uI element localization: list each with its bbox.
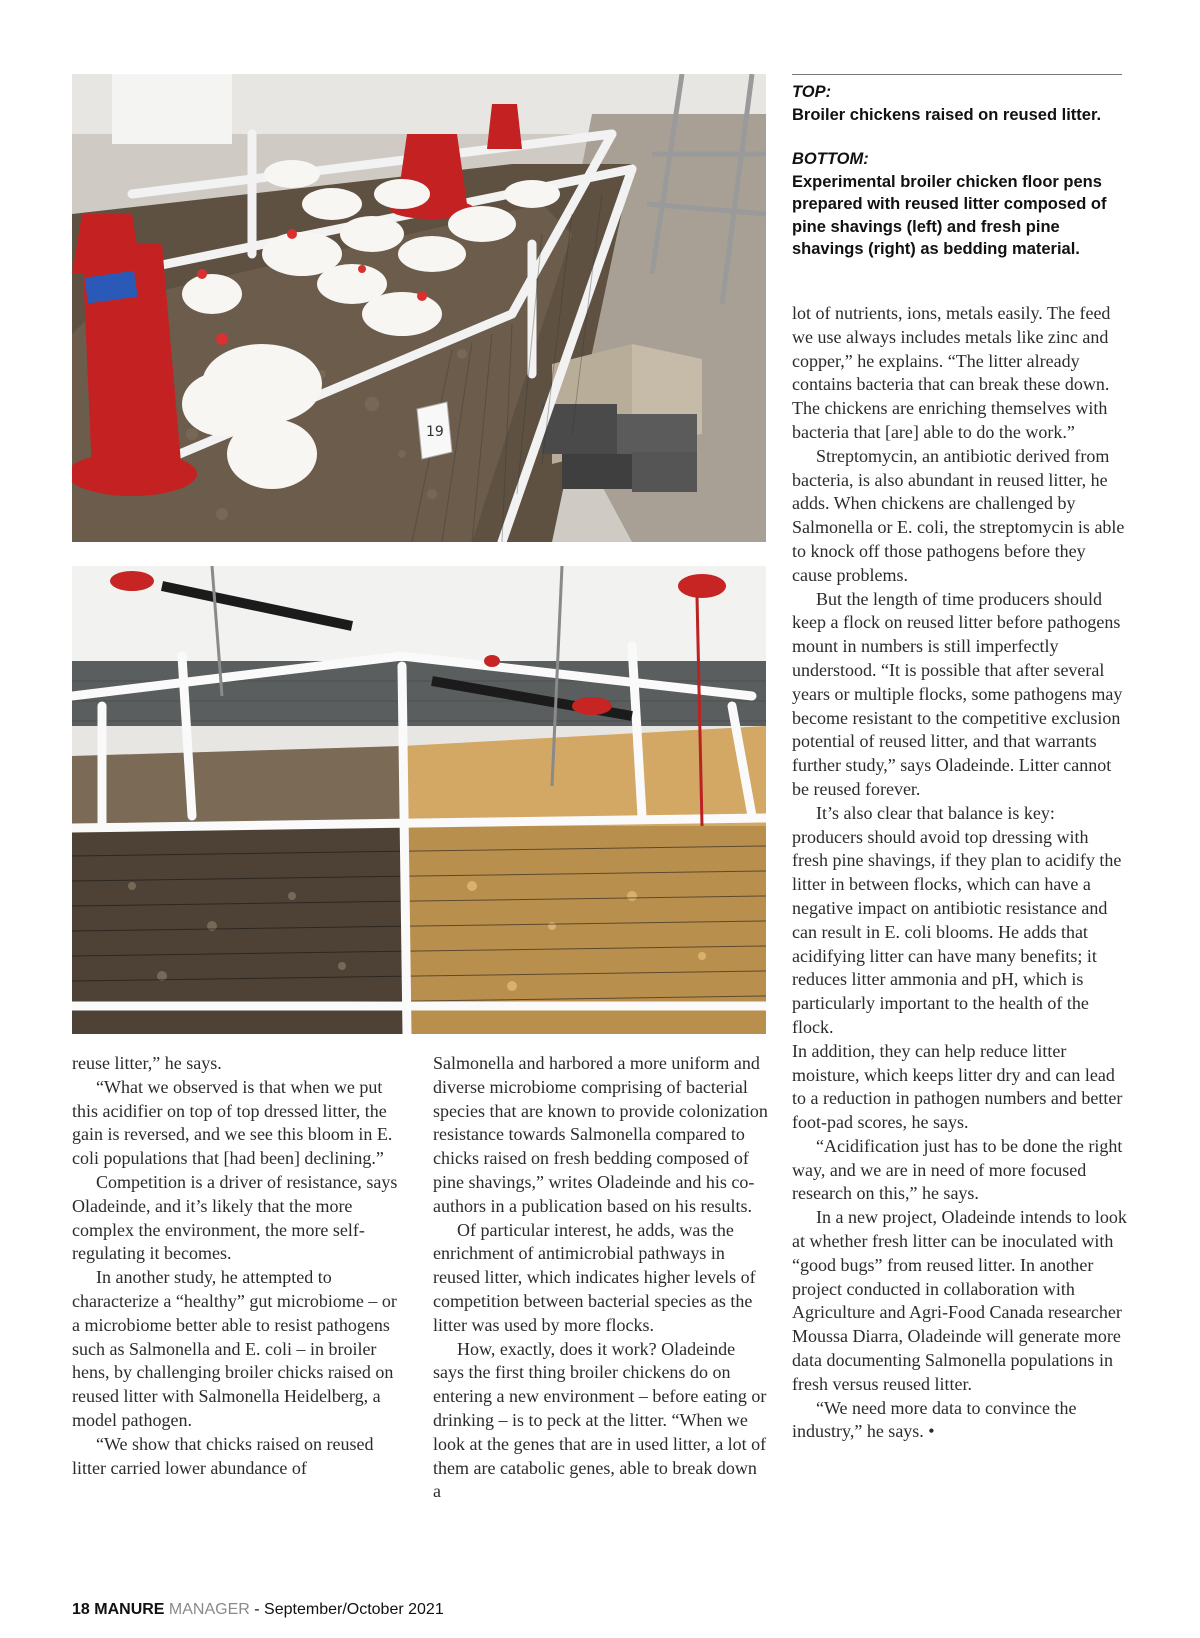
paragraph: lot of nutrients, ions, metals easily. The feed we use always includes metals like zinc and copper,” he explains. “The litter already contains bacteria that can break these down. The chickens are enriching themselves with bacteria that [are] able to do the work.” [792, 303, 1111, 442]
paragraph: In addition, they can help reduce litter moisture, which keeps litter dry and can lead to a reduction in pathogen numbers and better foot-pad scores, he says. [792, 1040, 1123, 1133]
paragraph: “We need more data to convince the industry,” he says. • [792, 1397, 1077, 1442]
paragraph: “Acidification just has to be done the right way, and we are in need of more focused research on this,” he says. [792, 1135, 1123, 1204]
page-number: 18 [72, 1601, 90, 1618]
page-footer [72, 1601, 444, 1619]
article-column-3 [792, 302, 1127, 1444]
bottom-photo-floor-pens [72, 566, 766, 1034]
issue-date: - September/October 2021 [254, 1601, 444, 1618]
paragraph: Streptomycin, an antibiotic derived from bacteria, is also abundant in reused litter, he adds. When chickens are challenged by Salmonella or E. coli, the streptomycin is able to knock off those pathogens before they cause problems. [792, 445, 1125, 585]
caption-top-label: TOP: [792, 83, 832, 101]
paragraph: Salmonella and harbored a more uniform and diverse microbiome comprising of bacterial species that are known to provide colonization resistance towards Salmonella compared to chicks raised on fresh bedding composed of pine shavings,” writes Oladeinde and his co-authors in a publication based on his results. [433, 1053, 768, 1216]
paragraph: reuse litter,” he says. [72, 1053, 222, 1073]
paragraph: “We show that chicks raised on reused litter carried lower abundance of [72, 1433, 374, 1478]
paragraph: In another study, he attempted to characterize a “healthy” gut microbiome – or a microbiome better able to resist pathogens such as Salmonella and E. coli – in broiler hens, by challenging broiler chicks raised on reused litter with Salmonella Heidelberg, a model pathogen. [72, 1267, 397, 1430]
caption-top-text: Broiler chickens raised on reused litter. [792, 105, 1102, 124]
top-photo-chickens-reused-litter [72, 74, 766, 542]
paragraph: Of particular interest, he adds, was the enrichment of antimicrobial pathways in reused litter, which indicates higher levels of competition between bacterial species as the litter was used by more flocks. [433, 1219, 756, 1335]
paragraph: “What we observed is that when we put this acidifier on top of top dressed litter, the gain is reversed, and we see this bloom in E. coli populations that [had been] declining.” [72, 1076, 393, 1169]
caption-bottom-label: BOTTOM: [792, 150, 869, 168]
pen-tag-number: 19 [426, 424, 444, 440]
caption-bottom-text: Experimental broiler chicken floor pens prepared with reused litter composed of pine shavings (left) and fresh pine shavings (right) as bedding material. [792, 172, 1107, 258]
photo-caption [792, 74, 1122, 261]
magazine-name-part1: MANURE [94, 1601, 165, 1618]
article-column-1 [72, 1052, 402, 1480]
magazine-name-part2: MANAGER [168, 1601, 250, 1618]
paragraph: But the length of time producers should keep a flock on reused litter before pathogens mount in numbers is still imperfectly understood. “It is possible that after several years or multiple flocks, some pathogens may become resistant to the competitive exclusion potential of reused litter, and that warrants further study,” says Oladeinde. Litter cannot be reused forever. [792, 588, 1123, 799]
article-column-2 [433, 1052, 768, 1504]
paragraph: In a new project, Oladeinde intends to look at whether fresh litter can be inoculated with “good bugs” from reused litter. In another project conducted in collaboration with Agriculture and Agri-Food Canada researcher Moussa Diarra, Oladeinde will generate more data documenting Salmonella populations in fresh versus reused litter. [792, 1207, 1127, 1394]
paragraph: How, exactly, does it work? Oladeinde says the first thing broiler chickens do on entering a new environment – before eating or drinking – is to peck at the litter. “When we look at the genes that are in used litter, a lot of them are catabolic genes, able to break down a [433, 1338, 767, 1502]
paragraph: Competition is a driver of resistance, says Oladeinde, and it’s likely that the more complex the environment, the more self-regulating it becomes. [72, 1171, 398, 1264]
paragraph: It’s also clear that balance is key: producers should avoid top dressing with fresh pine shavings, if they plan to acidify the litter in between flocks, which can have a negative impact on antibiotic resistance and can result in E. coli blooms. He adds that acidifying litter can have many benefits; it reduces litter ammonia and pH, which is particularly important to the health of the flock. [792, 802, 1122, 1037]
